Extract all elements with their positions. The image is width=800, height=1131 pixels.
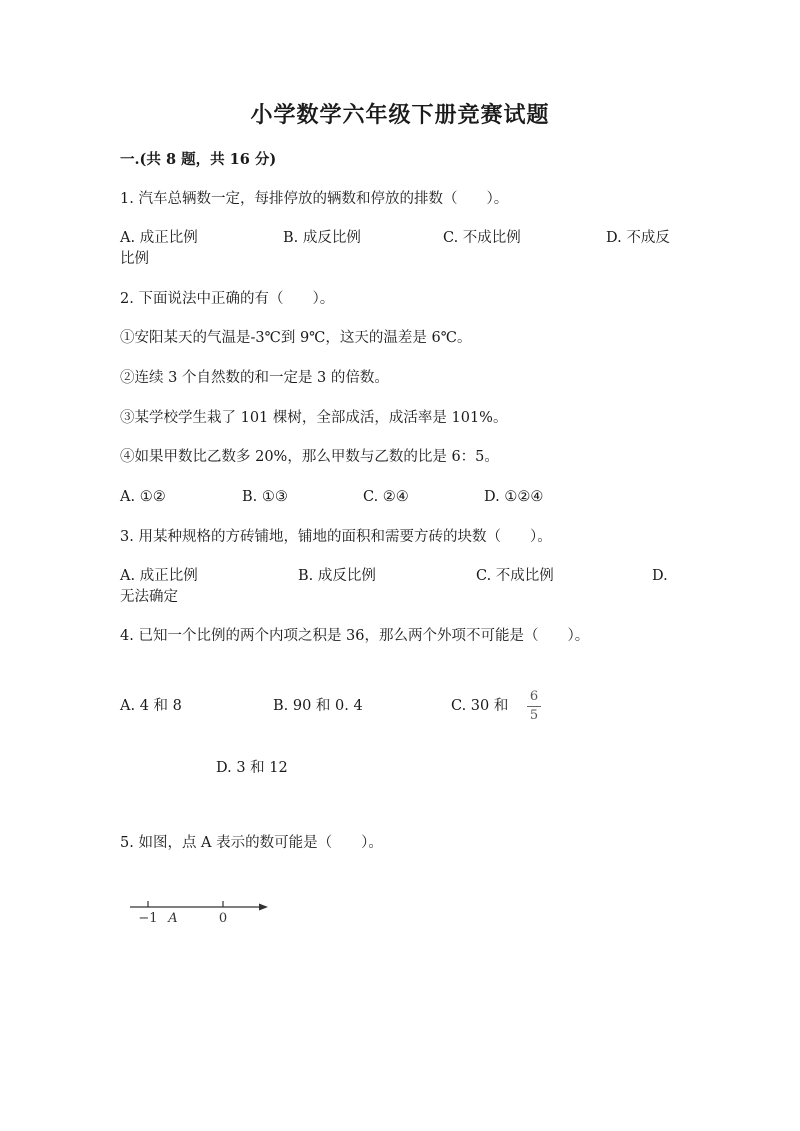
question-3-option-c: C. 不成比例 <box>476 568 554 584</box>
question-4-option-a: A. 4 和 8 <box>120 698 182 714</box>
question-1-option-b: B. 成反比例 <box>283 230 361 246</box>
question-3-stem: 3. 用某种规格的方砖铺地，铺地的面积和需要方砖的块数（ ）。 <box>120 529 552 545</box>
label-point-a: A <box>168 911 178 926</box>
question-1-option-d: D. 不成反 <box>606 230 670 246</box>
question-2-statement-3: ③某学校学生栽了 101 棵树，全部成活，成活率是 101%。 <box>120 410 508 426</box>
question-5-stem: 5. 如图，点 A 表示的数可能是（ ）。 <box>120 835 383 851</box>
label-neg1: −1 <box>138 911 158 926</box>
question-3-option-d-continued: 无法确定 <box>120 589 178 605</box>
number-line-figure <box>128 896 273 930</box>
question-2-option-d: D. ①②④ <box>484 489 544 505</box>
question-4-option-c: C. 30 和 <box>451 698 509 714</box>
question-2-statement-2: ②连续 3 个自然数的和一定是 3 的倍数。 <box>120 370 389 386</box>
question-3-option-a: A. 成正比例 <box>120 568 198 584</box>
section-heading: 一.(共 8 题，共 16 分) <box>120 151 277 168</box>
fraction-numerator: 6 <box>529 689 539 704</box>
question-1-stem: 1. 汽车总辆数一定，每排停放的辆数和停放的排数（ ）。 <box>120 191 509 207</box>
question-4-option-c-fraction <box>527 689 541 724</box>
question-1-option-c: C. 不成比例 <box>443 230 521 246</box>
question-2-option-a: A. ①② <box>120 489 166 505</box>
question-2-statement-1: ①安阳某天的气温是-3℃到 9℃，这天的温差是 6℃。 <box>120 330 472 346</box>
question-4-option-b: B. 90 和 0. 4 <box>273 698 363 714</box>
question-4-stem: 4. 已知一个比例的两个内项之积是 36，那么两个外项不可能是（ ）。 <box>120 628 590 644</box>
question-4-option-d: D. 3 和 12 <box>216 760 288 776</box>
fraction-bar <box>527 706 541 707</box>
question-2-option-c: C. ②④ <box>363 489 409 505</box>
question-2-statement-4: ④如果甲数比乙数多 20%，那么甲数与乙数的比是 6：5。 <box>120 449 499 465</box>
question-2-stem: 2. 下面说法中正确的有（ ）。 <box>120 291 335 307</box>
fraction-denominator: 5 <box>529 708 539 723</box>
page-title: 小学数学六年级下册竞赛试题 <box>250 102 550 128</box>
question-2-option-b: B. ①③ <box>242 489 288 505</box>
number-line-arrow <box>259 904 268 911</box>
question-3-option-b: B. 成反比例 <box>298 568 376 584</box>
label-zero: 0 <box>218 911 228 926</box>
question-1-option-d-continued: 比例 <box>120 251 149 267</box>
question-1-option-a: A. 成正比例 <box>120 230 198 246</box>
question-3-option-d: D. <box>652 568 668 584</box>
